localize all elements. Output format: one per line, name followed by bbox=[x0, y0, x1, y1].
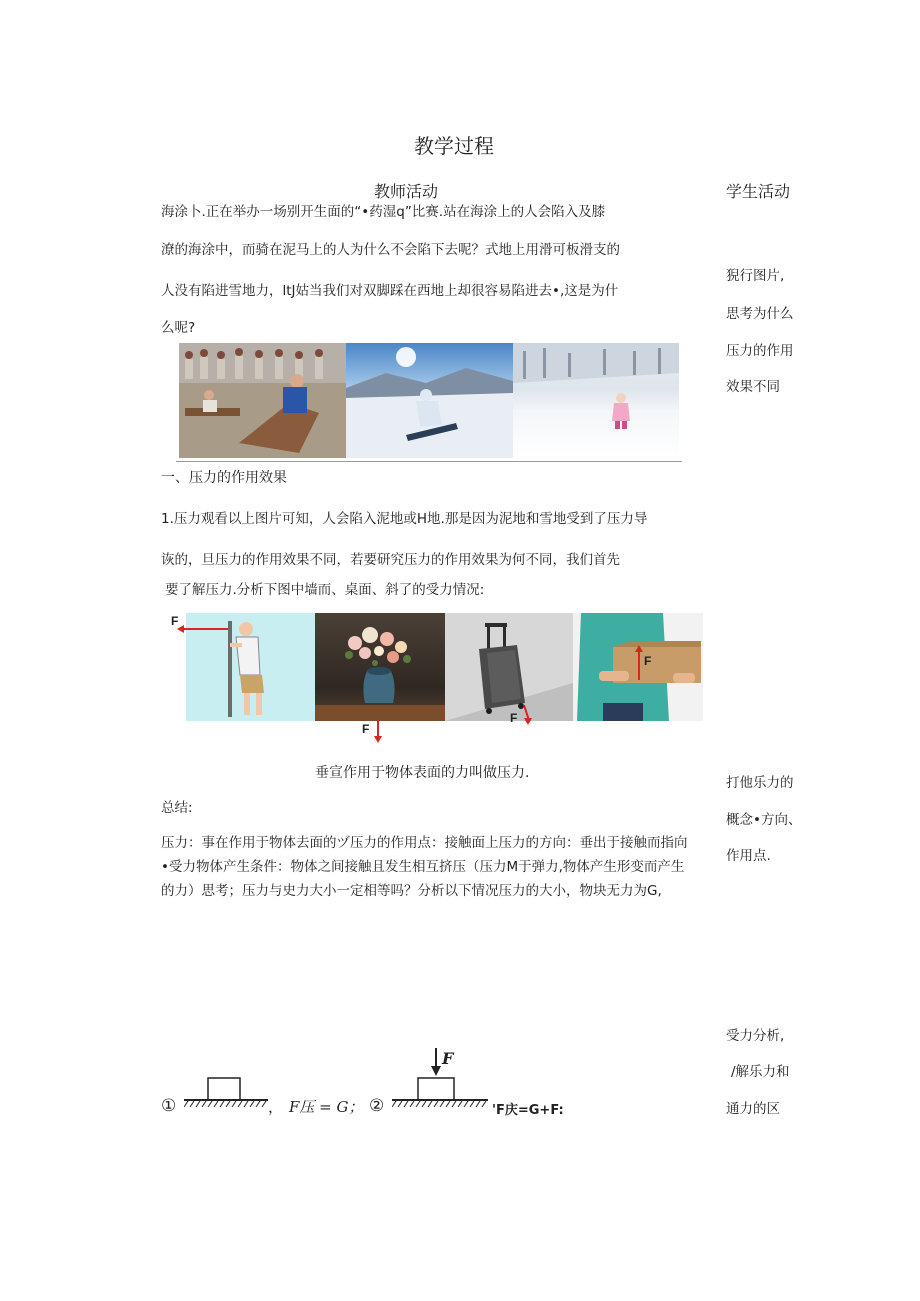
block-on-ground-diagram-2 bbox=[392, 1048, 492, 1110]
box-force-arrow bbox=[638, 650, 640, 680]
suitcase-on-slope-image bbox=[445, 613, 573, 721]
student-note-1-line-3: 压力的作用 bbox=[726, 343, 794, 359]
student-note-1-line-4: 效果不同 bbox=[726, 379, 780, 395]
child-walking-in-snow-photo bbox=[513, 343, 679, 458]
page-title: 教学过程 bbox=[414, 134, 494, 158]
para1-line-3: 要了解压力.分析下图中墙而、桌面、斜了的受力情况: bbox=[165, 582, 485, 598]
formula-expression-1: F压 = G； bbox=[289, 1098, 364, 1116]
student-note-1-line-1: 猊行图片, bbox=[726, 268, 785, 284]
box-force-arrowhead bbox=[635, 645, 643, 652]
intro-line-1: 海涂卜.正在举办一场别开生面的“•药湿q”比赛.站在海涂上的人会陷入及膝 bbox=[161, 204, 606, 220]
student-note-1-line-2: 思考为什么 bbox=[726, 306, 794, 322]
table-force-arrowhead bbox=[374, 736, 382, 743]
student-note-2-line-1: 打他乐力的 bbox=[726, 775, 794, 791]
formula-separator: ， bbox=[268, 1098, 284, 1116]
student-note-3-line-2: /解乐力和 bbox=[731, 1064, 790, 1080]
student-note-3-line-1: 受力分析, bbox=[726, 1028, 785, 1044]
formula-circle-1: ① bbox=[161, 1096, 177, 1116]
wall-force-arrowhead bbox=[177, 625, 184, 633]
para1-line-1: 1.压力观看以上图片可知，人会陷入泥地或H地.那是因为泥地和雪地受到了压力导 bbox=[161, 511, 648, 527]
slope-force-arrowhead bbox=[524, 718, 532, 725]
svg-text:F: F bbox=[442, 1049, 454, 1068]
table-force-label: F bbox=[362, 722, 370, 736]
teacher-activity-header: 教师活动 bbox=[374, 182, 439, 201]
intro-line-3: 人没有陷进雪地力，ltJ姑当我们对双脚踩在西地上却很容易陷进去•,这是为什 bbox=[161, 283, 619, 299]
photo-baseline-divider bbox=[176, 461, 682, 462]
wall-force-label: F bbox=[171, 614, 179, 628]
block-on-ground-diagram-1 bbox=[184, 1074, 268, 1110]
summary-line-2: •受力物体产生条件：物体之间接触且发生相互挤压（压力M于弹力,物体产生形变而产生 bbox=[161, 859, 685, 875]
summary-line-3: 的力）思考；压力与史力大小一定相等吗？分析以下情况压力的大小，物块无力为G, bbox=[161, 883, 662, 899]
formula-expression-2: 'F庆=G+F: bbox=[492, 1103, 564, 1118]
student-note-3-line-3: 通力的区 bbox=[726, 1101, 780, 1117]
snowboarder-photo bbox=[346, 343, 513, 458]
wall-force-arrow bbox=[182, 628, 228, 630]
student-note-2-line-2: 概念•方向、 bbox=[726, 812, 802, 828]
mud-horse-race-photo bbox=[179, 343, 346, 458]
section-heading: 一、压力的作用效果 bbox=[161, 470, 287, 486]
summary-line-1: 压力：事在作用于物体去面的ヅ压力的作用点：接触面上压力的方向：垂出于接触而指向 bbox=[161, 835, 688, 851]
slope-force-label: F bbox=[510, 711, 518, 725]
para1-line-2: 诙的，旦压力的作用效果不同，若要研究压力的作用效果为何不同，我们首先 bbox=[161, 552, 620, 568]
intro-line-4: 么呢? bbox=[161, 320, 196, 336]
pressure-definition: 垂宣作用于物体表面的力叫做压力. bbox=[315, 765, 530, 781]
flower-vase-on-table-image bbox=[315, 613, 445, 721]
student-activity-header: 学生活动 bbox=[726, 182, 791, 201]
summary-label: 总结: bbox=[161, 800, 193, 816]
intro-line-2: 潦的海涂中，而骑在泥马上的人为什么不会陷下去呢？式地上用滑可板滑支的 bbox=[161, 242, 620, 258]
formula-circle-2: ② bbox=[369, 1096, 385, 1116]
box-force-label: F bbox=[644, 654, 652, 668]
student-note-2-line-3: 作用点. bbox=[726, 848, 771, 864]
